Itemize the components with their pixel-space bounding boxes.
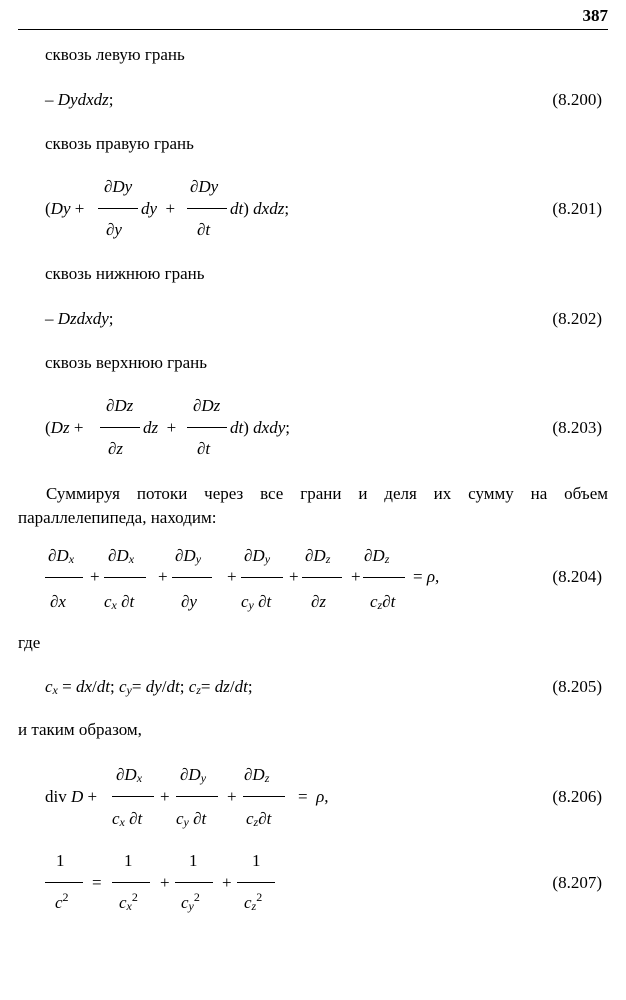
equation-8-202: – Dzdxdy; [45,309,114,328]
equation-number: (8.207) [552,873,602,892]
text-right-face: сквозь правую грань [45,134,194,153]
page-number: 387 [582,6,608,25]
equation-number: (8.204) [552,567,602,586]
equation-number: (8.205) [552,677,602,696]
text-summary: Суммируя потоки через все грани и деля их сумму на объем параллелепипеда, находим: [18,484,608,527]
text-top-face: сквозь верхнюю грань [45,353,208,372]
text-left-face: сквозь левую грань [45,45,185,64]
equation-number: (8.206) [552,787,602,806]
equation-number: (8.200) [552,90,602,109]
header-rule [18,29,608,30]
equation-number: (8.203) [552,418,602,437]
text-where: где [18,633,41,652]
equation-8-200: – Dydxdz; [45,90,114,109]
equation-8-205: $c_x = dx/dt$; $c_y= dy/dt$; $c_z= dz/dt$; [45,677,253,697]
equation-number: (8.201) [552,199,602,218]
equation-number: (8.202) [552,309,602,328]
text-thus: и таким образом, [18,720,142,739]
text-bottom-face: сквозь нижнюю грань [45,264,205,283]
